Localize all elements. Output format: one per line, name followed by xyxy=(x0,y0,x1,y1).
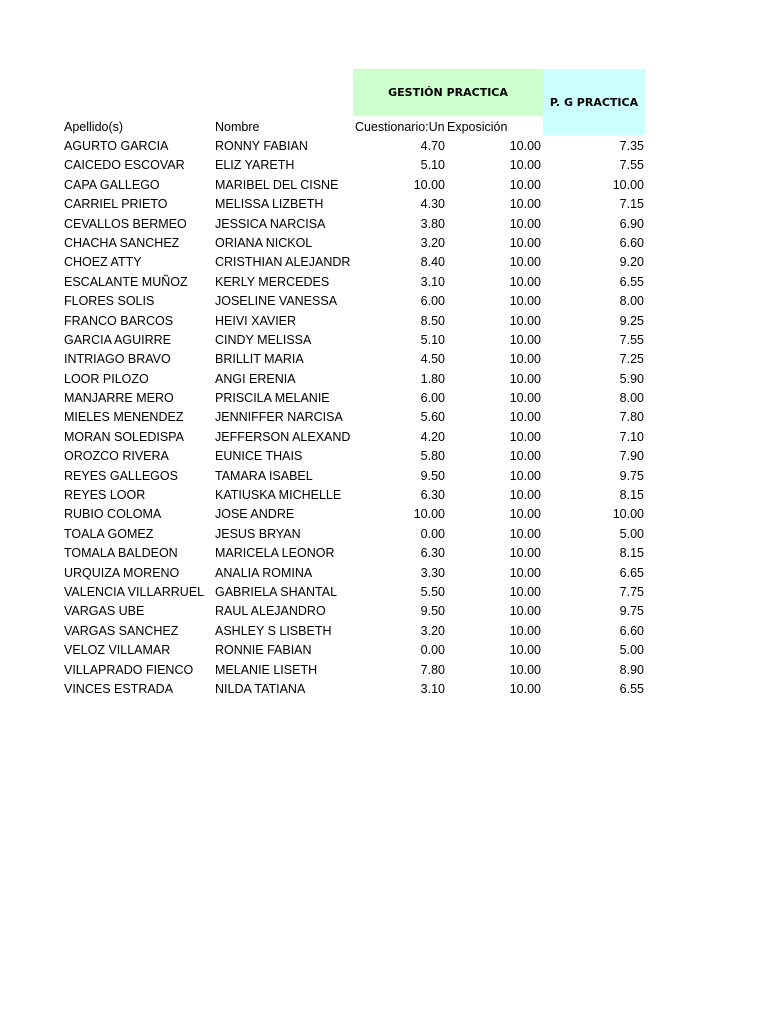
cell-cuestionario: 5.60 xyxy=(420,410,445,425)
cell-pg-practica: 7.80 xyxy=(619,410,644,425)
cell-pg-practica: 10.00 xyxy=(612,507,644,522)
cell-exposicion: 10.00 xyxy=(509,391,541,406)
cell-pg-practica: 9.20 xyxy=(619,255,644,270)
cell-cuestionario: 5.10 xyxy=(420,158,445,173)
table-row xyxy=(0,156,768,175)
cell-apellidos: MIELES MENENDEZ xyxy=(64,410,184,425)
cell-exposicion: 10.00 xyxy=(509,623,541,638)
cell-nombre: PRISCILA MELANIE xyxy=(215,391,330,406)
cell-exposicion: 10.00 xyxy=(509,662,541,677)
cell-apellidos: TOMALA BALDEON xyxy=(64,546,178,561)
cell-apellidos: VARGAS UBE xyxy=(64,604,145,619)
cell-cuestionario: 3.30 xyxy=(420,565,445,580)
cell-exposicion: 10.00 xyxy=(509,546,541,561)
cell-nombre: JOSE ANDRE xyxy=(215,507,295,522)
cell-cuestionario: 4.30 xyxy=(420,197,445,212)
cell-pg-practica: 7.35 xyxy=(619,139,644,153)
cell-pg-practica: 9.75 xyxy=(619,604,644,619)
cell-exposicion: 10.00 xyxy=(509,468,541,483)
table-row xyxy=(0,467,768,486)
cell-pg-practica: 8.00 xyxy=(619,391,644,406)
cell-cuestionario: 4.20 xyxy=(420,429,445,444)
cell-pg-practica: 7.75 xyxy=(619,584,644,599)
cell-nombre: GABRIELA SHANTAL xyxy=(215,584,338,599)
cell-cuestionario: 5.10 xyxy=(420,332,445,347)
cell-pg-practica: 5.00 xyxy=(619,526,644,541)
cell-apellidos: VINCES ESTRADA xyxy=(64,681,174,696)
table-row xyxy=(0,195,768,214)
cell-apellidos: VARGAS SANCHEZ xyxy=(64,623,179,638)
cell-exposicion: 10.00 xyxy=(509,429,541,444)
cell-cuestionario: 8.50 xyxy=(420,313,445,328)
cell-exposicion: 10.00 xyxy=(509,526,541,541)
cell-cuestionario: 6.30 xyxy=(420,488,445,503)
pg-practica-header xyxy=(543,69,645,135)
column-header-apellidos: Apellido(s) xyxy=(64,120,124,134)
cell-apellidos: CAPA GALLEGO xyxy=(64,177,160,192)
table-row xyxy=(0,428,768,447)
table-row xyxy=(0,253,768,272)
cell-cuestionario: 3.20 xyxy=(420,235,445,250)
cell-nombre: CRISTHIAN ALEJANDR xyxy=(215,255,351,270)
cell-nombre: BRILLIT MARIA xyxy=(215,352,304,367)
cell-cuestionario: 10.00 xyxy=(413,507,445,522)
cell-exposicion: 10.00 xyxy=(509,313,541,328)
grades-table xyxy=(0,137,768,699)
cell-apellidos: TOALA GOMEZ xyxy=(64,526,154,541)
table-row xyxy=(0,331,768,350)
cell-exposicion: 10.00 xyxy=(509,294,541,309)
column-header-exposicion: Exposición xyxy=(447,120,508,134)
cell-exposicion: 10.00 xyxy=(509,371,541,386)
cell-cuestionario: 3.10 xyxy=(420,274,445,289)
cell-apellidos: VALENCIA VILLARRUEL xyxy=(64,584,205,599)
cell-nombre: MELISSA LIZBETH xyxy=(215,197,324,212)
cell-cuestionario: 4.70 xyxy=(420,139,445,153)
cell-apellidos: URQUIZA MORENO xyxy=(64,565,180,580)
cell-exposicion: 10.00 xyxy=(509,604,541,619)
cell-cuestionario: 9.50 xyxy=(420,604,445,619)
cell-exposicion: 10.00 xyxy=(509,565,541,580)
cell-nombre: EUNICE THAIS xyxy=(215,449,303,464)
cell-cuestionario: 5.80 xyxy=(420,449,445,464)
table-row xyxy=(0,137,768,156)
table-row xyxy=(0,350,768,369)
cell-pg-practica: 8.15 xyxy=(619,546,644,561)
cell-apellidos: MANJARRE MERO xyxy=(64,391,174,406)
cell-cuestionario: 9.50 xyxy=(420,468,445,483)
table-row xyxy=(0,602,768,621)
cell-apellidos: CHACHA SANCHEZ xyxy=(64,235,180,250)
cell-apellidos: CEVALLOS BERMEO xyxy=(64,216,187,231)
cell-exposicion: 10.00 xyxy=(509,216,541,231)
cell-cuestionario: 3.10 xyxy=(420,681,445,696)
cell-pg-practica: 6.65 xyxy=(619,565,644,580)
cell-cuestionario: 5.50 xyxy=(420,584,445,599)
cell-cuestionario: 6.30 xyxy=(420,546,445,561)
cell-pg-practica: 5.90 xyxy=(619,371,644,386)
table-row xyxy=(0,292,768,311)
cell-cuestionario: 10.00 xyxy=(413,177,445,192)
table-row xyxy=(0,273,768,292)
cell-apellidos: ESCALANTE MUÑOZ xyxy=(64,274,188,289)
cell-apellidos: FLORES SOLIS xyxy=(64,294,155,309)
cell-cuestionario: 3.80 xyxy=(420,216,445,231)
cell-pg-practica: 10.00 xyxy=(612,177,644,192)
cell-apellidos: CARRIEL PRIETO xyxy=(64,197,168,212)
cell-exposicion: 10.00 xyxy=(509,507,541,522)
cell-pg-practica: 6.55 xyxy=(619,681,644,696)
cell-pg-practica: 5.00 xyxy=(619,643,644,658)
cell-nombre: JESSICA NARCISA xyxy=(215,216,326,231)
cell-exposicion: 10.00 xyxy=(509,197,541,212)
cell-apellidos: VELOZ VILLAMAR xyxy=(64,643,171,658)
table-row xyxy=(0,447,768,466)
cell-exposicion: 10.00 xyxy=(509,488,541,503)
cell-cuestionario: 8.40 xyxy=(420,255,445,270)
cell-nombre: CINDY MELISSA xyxy=(215,332,312,347)
column-header-nombre: Nombre xyxy=(215,120,260,134)
table-row xyxy=(0,505,768,524)
cell-nombre: NILDA TATIANA xyxy=(215,681,306,696)
table-row xyxy=(0,583,768,602)
table-row xyxy=(0,389,768,408)
cell-apellidos: FRANCO BARCOS xyxy=(64,313,174,328)
cell-apellidos: INTRIAGO BRAVO xyxy=(64,352,171,367)
pg-practica-label: P. G PRACTICA xyxy=(549,95,639,109)
cell-nombre: MELANIE LISETH xyxy=(215,662,318,677)
cell-pg-practica: 8.90 xyxy=(619,662,644,677)
table-row xyxy=(0,234,768,253)
cell-exposicion: 10.00 xyxy=(509,274,541,289)
cell-cuestionario: 4.50 xyxy=(420,352,445,367)
cell-apellidos: MORAN SOLEDISPA xyxy=(64,429,184,444)
cell-exposicion: 10.00 xyxy=(509,449,541,464)
cell-nombre: ANALIA ROMINA xyxy=(215,565,313,580)
cell-pg-practica: 9.75 xyxy=(619,468,644,483)
cell-apellidos: RUBIO COLOMA xyxy=(64,507,162,522)
cell-exposicion: 10.00 xyxy=(509,681,541,696)
cell-exposicion: 10.00 xyxy=(509,255,541,270)
cell-nombre: ORIANA NICKOL xyxy=(215,235,313,250)
cell-cuestionario: 6.00 xyxy=(420,391,445,406)
table-row xyxy=(0,486,768,505)
cell-pg-practica: 7.10 xyxy=(619,429,644,444)
cell-apellidos: AGURTO GARCIA xyxy=(64,139,169,153)
cell-apellidos: REYES GALLEGOS xyxy=(64,468,178,483)
cell-exposicion: 10.00 xyxy=(509,235,541,250)
cell-nombre: TAMARA ISABEL xyxy=(215,468,313,483)
cell-exposicion: 10.00 xyxy=(509,352,541,367)
table-row xyxy=(0,312,768,331)
cell-pg-practica: 7.55 xyxy=(619,332,644,347)
cell-cuestionario: 6.00 xyxy=(420,294,445,309)
cell-nombre: MARICELA LEONOR xyxy=(215,546,335,561)
table-row xyxy=(0,641,768,660)
cell-cuestionario: 1.80 xyxy=(420,371,445,386)
cell-nombre: JENNIFFER NARCISA xyxy=(215,410,343,425)
cell-pg-practica: 6.90 xyxy=(619,216,644,231)
gestion-practica-header xyxy=(353,69,543,116)
cell-apellidos: OROZCO RIVERA xyxy=(64,449,169,464)
cell-nombre: HEIVI XAVIER xyxy=(215,313,297,328)
cell-apellidos: GARCIA AGUIRRE xyxy=(64,332,171,347)
cell-nombre: RONNIE FABIAN xyxy=(215,643,312,658)
cell-nombre: MARIBEL DEL CISNE xyxy=(215,177,339,192)
cell-exposicion: 10.00 xyxy=(509,410,541,425)
cell-exposicion: 10.00 xyxy=(509,584,541,599)
cell-nombre: ASHLEY S LISBETH xyxy=(215,623,332,638)
table-row xyxy=(0,176,768,195)
table-row xyxy=(0,564,768,583)
cell-cuestionario: 3.20 xyxy=(420,623,445,638)
cell-nombre: KATIUSKA MICHELLE xyxy=(215,488,342,503)
cell-pg-practica: 7.90 xyxy=(619,449,644,464)
cell-pg-practica: 9.25 xyxy=(619,313,644,328)
gestion-practica-label: GESTIÓN PRACTICA xyxy=(388,86,508,99)
cell-pg-practica: 7.55 xyxy=(619,158,644,173)
column-header-cuestionario: Cuestionario:Un xyxy=(355,120,445,134)
cell-cuestionario: 0.00 xyxy=(420,643,445,658)
table-row xyxy=(0,544,768,563)
cell-pg-practica: 7.25 xyxy=(619,352,644,367)
cell-cuestionario: 7.80 xyxy=(420,662,445,677)
cell-nombre: ELIZ YARETH xyxy=(215,158,295,173)
cell-apellidos: CAICEDO ESCOVAR xyxy=(64,158,185,173)
table-row xyxy=(0,525,768,544)
cell-pg-practica: 8.00 xyxy=(619,294,644,309)
cell-exposicion: 10.00 xyxy=(509,158,541,173)
table-row xyxy=(0,680,768,699)
cell-nombre: JEFFERSON ALEXAND xyxy=(215,429,351,444)
cell-pg-practica: 8.15 xyxy=(619,488,644,503)
cell-apellidos: REYES LOOR xyxy=(64,488,146,503)
cell-pg-practica: 6.60 xyxy=(619,623,644,638)
table-row xyxy=(0,622,768,641)
cell-apellidos: CHOEZ ATTY xyxy=(64,255,142,270)
cell-cuestionario: 0.00 xyxy=(420,526,445,541)
table-row xyxy=(0,215,768,234)
cell-nombre: RONNY FABIAN xyxy=(215,139,308,153)
cell-nombre: ANGI ERENIA xyxy=(215,371,296,386)
cell-nombre: RAUL ALEJANDRO xyxy=(215,604,326,619)
cell-nombre: JESUS BRYAN xyxy=(215,526,301,541)
cell-exposicion: 10.00 xyxy=(509,332,541,347)
cell-apellidos: LOOR PILOZO xyxy=(64,371,149,386)
cell-apellidos: VILLAPRADO FIENCO xyxy=(64,662,194,677)
cell-exposicion: 10.00 xyxy=(509,643,541,658)
cell-pg-practica: 6.60 xyxy=(619,235,644,250)
cell-pg-practica: 6.55 xyxy=(619,274,644,289)
cell-nombre: JOSELINE VANESSA xyxy=(215,294,338,309)
table-row xyxy=(0,370,768,389)
cell-exposicion: 10.00 xyxy=(509,139,541,153)
cell-exposicion: 10.00 xyxy=(509,177,541,192)
table-row xyxy=(0,661,768,680)
cell-nombre: KERLY MERCEDES xyxy=(215,274,330,289)
table-row xyxy=(0,408,768,427)
cell-pg-practica: 7.15 xyxy=(619,197,644,212)
